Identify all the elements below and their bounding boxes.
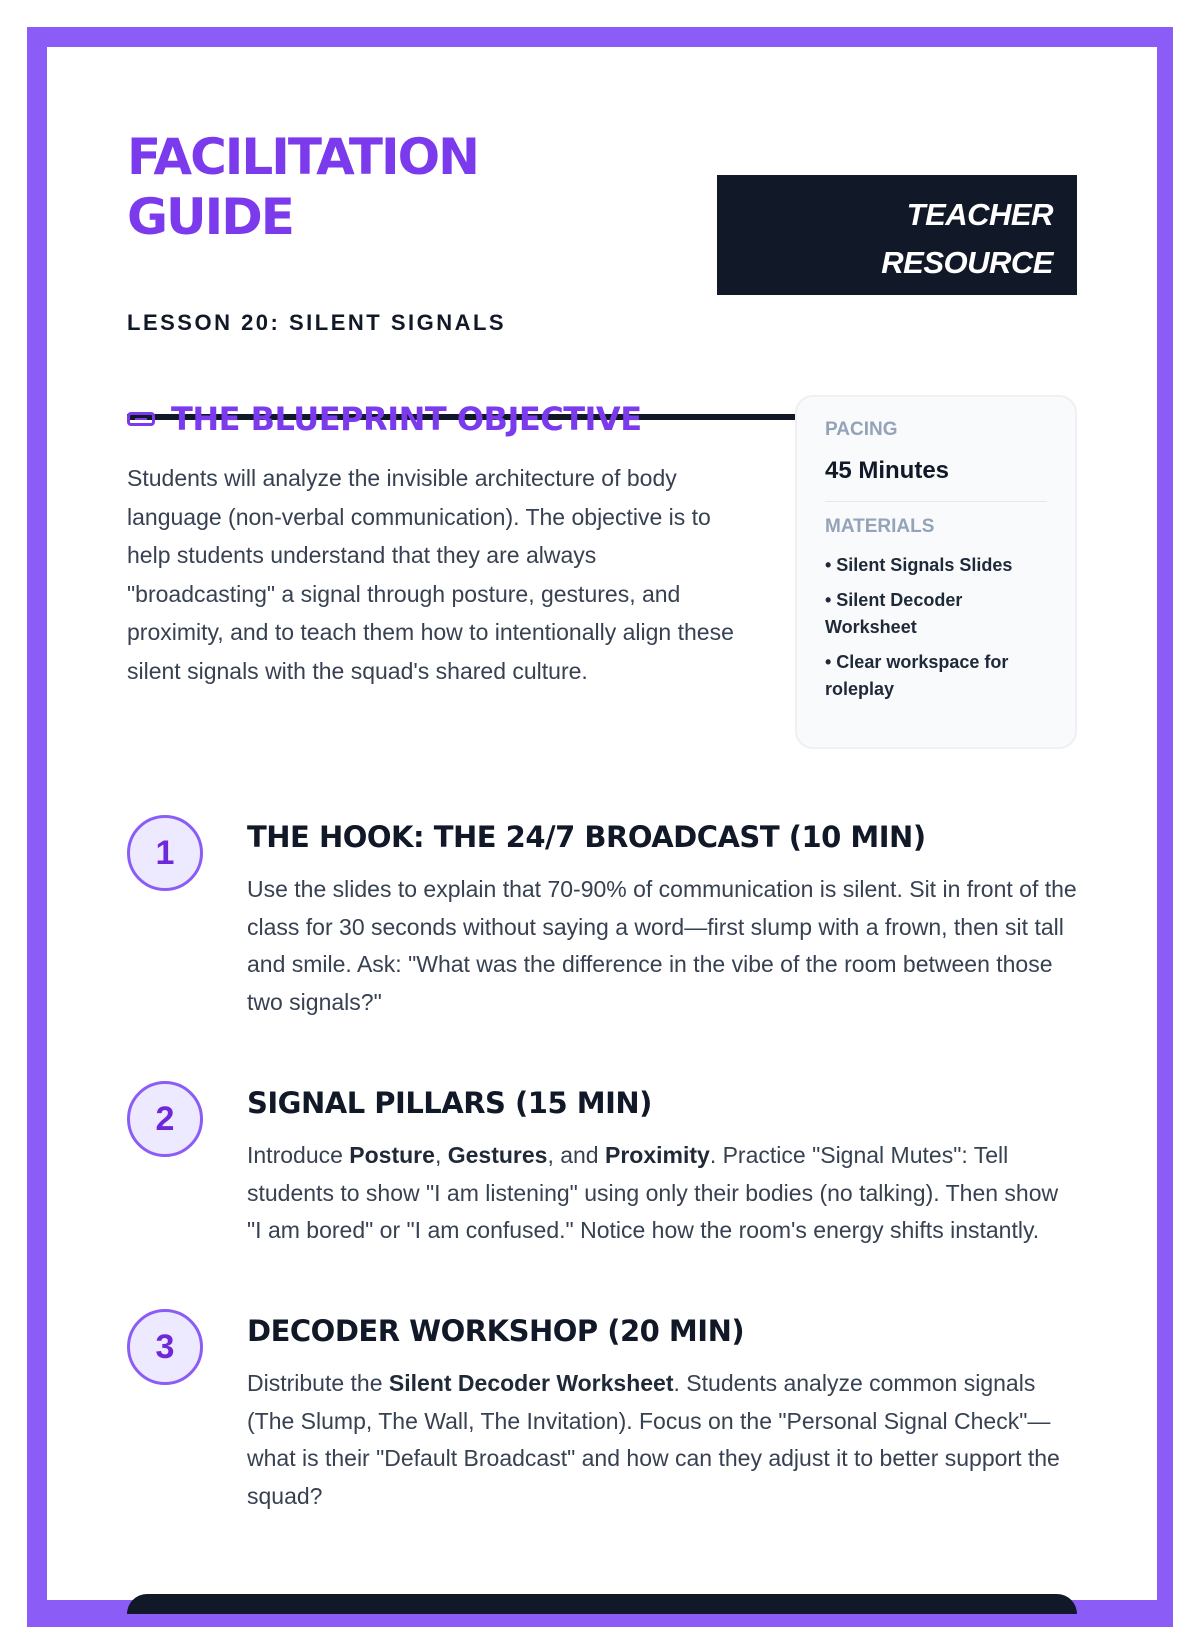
- step-text: [247, 1137, 1077, 1250]
- steps-list: [127, 815, 1077, 1515]
- step-text: [247, 1365, 1077, 1515]
- term-worksheet: Silent Decoder Worksheet: [388, 1370, 674, 1396]
- objective-section: [127, 395, 737, 690]
- lesson-subtitle: LESSON 20: SILENT SIGNALS: [127, 310, 507, 335]
- step-number-badge: 3: [127, 1309, 203, 1385]
- pacing-label: PACING: [825, 419, 898, 440]
- step-number-badge: 1: [127, 815, 203, 891]
- step-text: Use the slides to explain that 70-90% of communication is silent. Sit in front of the class for 30 seconds without saying a word—first slump with a frown, then sit tall and smile. Ask: "What was the difference in the vibe of the room between those two signals?": [247, 876, 1077, 1015]
- materials-list: [825, 552, 1047, 703]
- materials-item: • Clear workspace for roleplay: [825, 652, 1009, 699]
- step-body: [247, 815, 1077, 1021]
- sidebar-divider: [825, 501, 1047, 502]
- step-item: [127, 1081, 1077, 1309]
- page-title: FACILITATION GUIDE: [127, 128, 478, 246]
- objective-text: Students will analyze the invisible architecture of body language (non-verbal communication). The objective is to help students understand that they are always "broadcasting" a signal through posture, gestures, and proximity, and to teach them how to intentionally align these silent signals with the squad's shared culture.: [127, 465, 734, 684]
- pacing-materials-box: [795, 395, 1077, 749]
- step-text-sep: , and: [547, 1142, 605, 1168]
- step-body: [247, 1081, 1077, 1250]
- term-proximity: Proximity: [604, 1142, 710, 1168]
- step-text-rest: . Students analyze common signals (The Slump, The Wall, The Invitation). Focus on the "Personal Signal Check"—what is their "Default Broadcast" and how can they adjust it to better support the squad?: [247, 1370, 1060, 1509]
- term-posture: Posture: [349, 1142, 435, 1168]
- pacing-value: 45 Minutes: [825, 457, 950, 484]
- badge-line-2: RESOURCE: [881, 245, 1053, 280]
- materials-item: • Silent Decoder Worksheet: [825, 590, 963, 637]
- materials-item: • Silent Signals Slides: [825, 555, 1013, 575]
- teacher-resource-badge: [717, 175, 1077, 295]
- step-body: [247, 1309, 1077, 1515]
- header: [127, 127, 1077, 387]
- materials-label: MATERIALS: [825, 516, 935, 537]
- step-item: [127, 1309, 1077, 1515]
- step-text-rest: . Practice "Signal Mutes": Tell students to show "I am listening" using only their bodies (no talking). Then show "I am bored" or "I am confused." Notice how the room's energy shifts instantly.: [247, 1142, 1059, 1243]
- step-text-intro: Distribute the: [247, 1370, 389, 1396]
- step-item: [127, 815, 1077, 1081]
- step-number-badge: 2: [127, 1081, 203, 1157]
- term-gestures: Gestures: [447, 1142, 548, 1168]
- step-text-sep: ,: [434, 1142, 448, 1168]
- objective-heading: THE BLUEPRINT OBJECTIVE: [171, 400, 642, 438]
- step-title: THE HOOK: THE 24/7 BROADCAST (10 MIN): [247, 820, 926, 854]
- guide-page: [47, 47, 1157, 1600]
- step-title: DECODER WORKSHOP (20 MIN): [247, 1314, 745, 1348]
- objective-title-row: [127, 395, 737, 443]
- footer-bar: [127, 1594, 1077, 1614]
- step-title: SIGNAL PILLARS (15 MIN): [247, 1086, 652, 1120]
- badge-line-1: TEACHER: [906, 197, 1053, 232]
- card-icon: [127, 412, 155, 426]
- step-text-intro: Introduce: [247, 1142, 350, 1168]
